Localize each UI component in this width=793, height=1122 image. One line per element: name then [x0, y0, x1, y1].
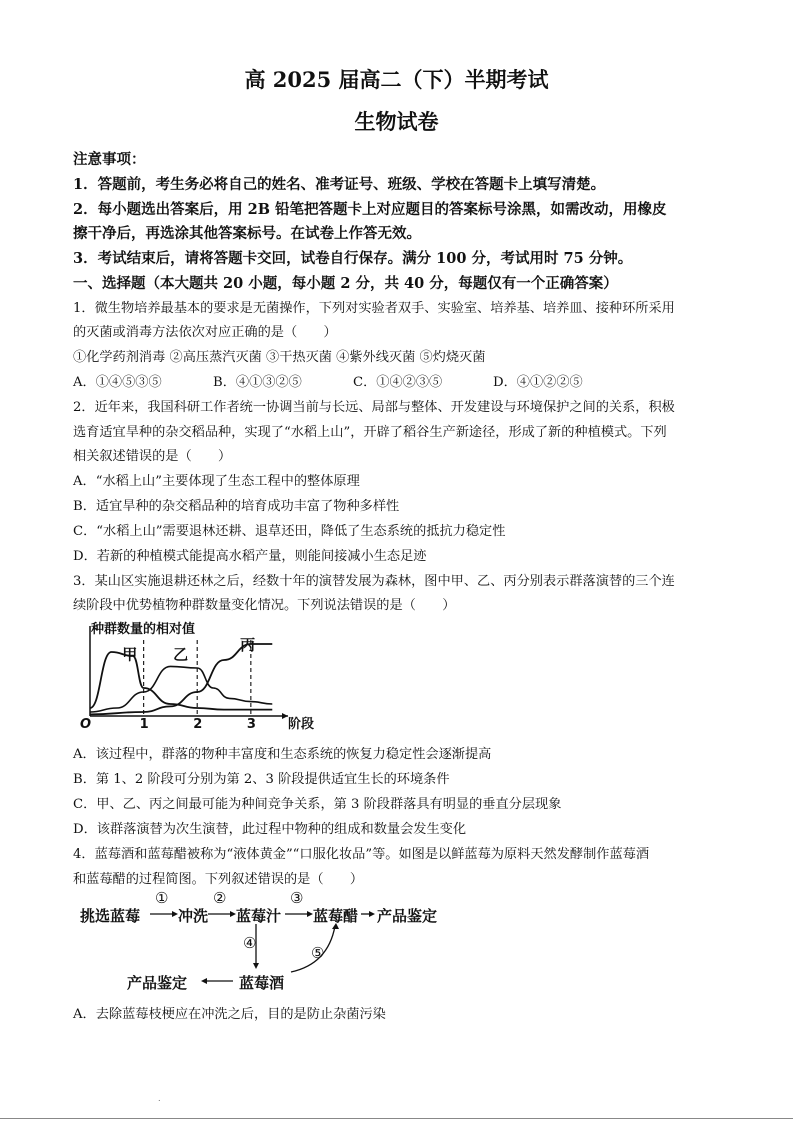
step-identify-bottom: 产品鉴定 [127, 974, 188, 992]
arrow-head [369, 911, 375, 917]
notice-item: 2．每小题选出答案后，用 2B 铅笔把答题卡上对应题目的答案标号涂黑，如需改动，用橡皮 [73, 201, 667, 218]
x-tick-label: 3 [246, 717, 256, 732]
q1-option-d: D．④①②②⑤ [493, 375, 583, 390]
step-wash: 冲洗 [178, 907, 209, 925]
step-vinegar: 蓝莓醋 [313, 907, 359, 925]
page-title: 高 2025 届高二（下）半期考试 [244, 67, 549, 92]
q1-option-a: A．①④⑤③⑤ [73, 375, 162, 390]
chart-title: 种群数量的相对值 [91, 622, 196, 637]
notice-item: 1．答题前，考生务必将自己的姓名、准考证号、班级、学校在答题卡上填写清楚。 [73, 176, 606, 193]
notice-item: 3．考试结束后，请将答题卡交回，试卷自行保存。满分 100 分，考试用时 75 分钟。 [73, 250, 633, 267]
notice-item: 擦干净后，再选涂其他答案标号。在试卷上作答无效。 [73, 225, 421, 242]
step-number-3: ③ [290, 889, 304, 907]
step-juice: 蓝莓汁 [236, 907, 282, 925]
arrow-head [253, 963, 259, 969]
step-select-blueberry: 挑选蓝莓 [80, 907, 141, 925]
notice-heading: 注意事项： [73, 151, 146, 168]
x-axis-label: 阶段 [288, 717, 315, 732]
blueberry-process-diagram [73, 889, 473, 992]
q1-methods: ①化学药剂消毒 ②高压蒸汽灭菌 ③干热灭菌 ④紫外线灭菌 ⑤灼烧灭菌 [73, 350, 486, 365]
q2-option-a: A．“水稻上山”主要体现了生态工程中的整体原理 [73, 474, 360, 489]
step-wine: 蓝莓酒 [239, 974, 285, 992]
section-heading: 一、选择题（本大题共 20 小题，每小题 2 分，共 40 分，每题仅有一个正确答案） [73, 275, 618, 292]
step-number-2: ② [213, 889, 227, 907]
arrow-head [201, 978, 207, 984]
q3-option-b: B．第 1、2 阶段可分别为第 2、3 阶段提供适宜生长的环境条件 [73, 772, 450, 787]
bottom-rule [0, 1118, 793, 1119]
q2-option-b: B．适宜旱种的杂交稻品种的培育成功丰富了物种多样性 [73, 499, 400, 514]
q3-stem: 续阶段中优势植物种群数量变化情况。下列说法错误的是（ ） [73, 598, 456, 613]
q1-option-b: B．④①③②⑤ [213, 375, 302, 390]
page-mark: . [158, 1094, 161, 1103]
step-number-5: ⑤ [311, 944, 325, 962]
q3-option-d: D．该群落演替为次生演替，此过程中物种的组成和数量会发生变化 [73, 822, 467, 837]
q3-option-a: A．该过程中，群落的物种丰富度和生态系统的恢复力稳定性会逐渐提高 [73, 747, 492, 762]
series-label: 丙 [240, 636, 256, 654]
q4-stem: 4．蓝莓酒和蓝莓醋被称为“液体黄金”“口服化妆品”等。如图是以鲜蓝莓为原料天然发酵制作蓝莓酒 [73, 847, 650, 862]
series-label: 乙 [173, 645, 189, 664]
x-tick-label: 1 [139, 717, 149, 732]
q1-stem: 1．微生物培养最基本的要求是无菌操作，下列对实验者双手、实验室、培养基、培养皿、接种环所采用 [73, 301, 675, 316]
step-number-1: ① [155, 889, 169, 907]
q2-stem: 选育适宜旱种的杂交稻品种，实现了“水稻上山”，开辟了稻谷生产新途径，形成了新的种植模式。下列 [73, 425, 667, 440]
succession-chart [78, 618, 328, 734]
step-number-4: ④ [243, 934, 257, 952]
q2-stem: 相关叙述错误的是（ ） [73, 449, 232, 464]
q2-stem: 2．近年来，我国科研工作者统一协调当前与长远、局部与整体、开发建设与环境保护之间的关系，积极 [73, 400, 675, 415]
q3-stem: 3．某山区实施退耕还林之后，经数十年的演替发展为森林，图中甲、乙、丙分别表示群落演替的三个连 [73, 574, 675, 589]
x-tick-label: 2 [193, 717, 203, 732]
subject-title: 生物试卷 [354, 109, 439, 134]
origin-label: O [80, 717, 92, 732]
q3-option-c: C．甲、乙、丙之间最可能为种间竞争关系，第 3 阶段群落具有明显的垂直分层现象 [73, 797, 562, 812]
q1-option-c: C．①④②③⑤ [353, 375, 443, 390]
q4-stem: 和蓝莓醋的过程简图。下列叙述错误的是（ ） [73, 872, 364, 887]
q4-option-a: A．去除蓝莓枝梗应在冲洗之后，目的是防止杂菌污染 [73, 1007, 386, 1022]
q1-stem: 的灭菌或消毒方法依次对应正确的是（ ） [73, 325, 337, 340]
series-label: 甲 [122, 645, 138, 664]
q2-option-d: D．若新的种植模式能提高水稻产量，则能间接减小生态足迹 [73, 549, 427, 564]
q2-option-c: C．“水稻上山”需要退林还耕、退草还田，降低了生态系统的抵抗力稳定性 [73, 524, 506, 539]
step-identify-top: 产品鉴定 [377, 907, 438, 925]
